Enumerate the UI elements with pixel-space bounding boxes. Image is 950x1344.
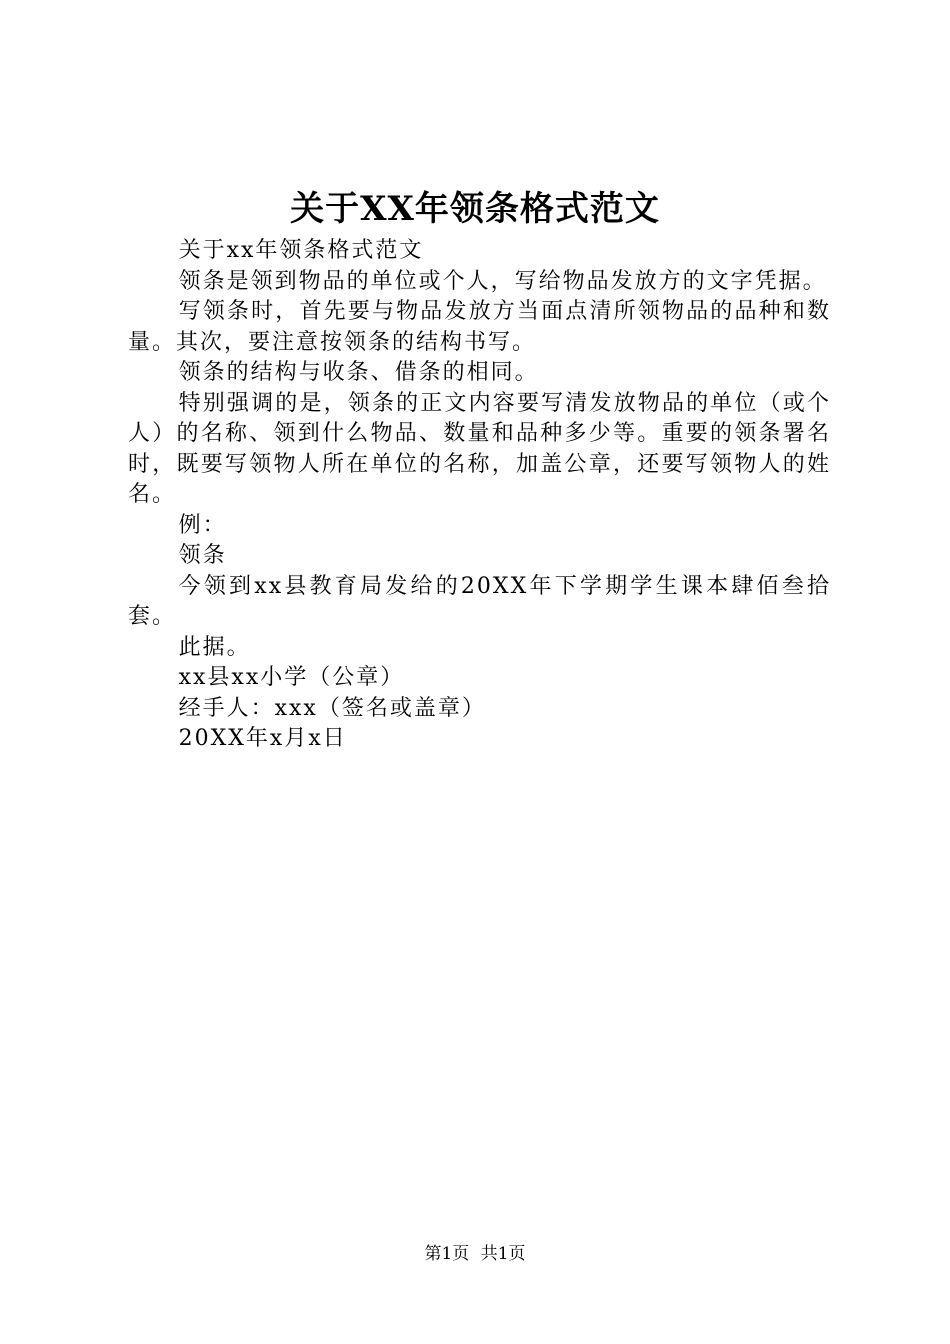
paragraph-definition: 领条是领到物品的单位或个人，写给物品发放方的文字凭据。 xyxy=(178,268,827,294)
page-footer: 第1页 共1页 xyxy=(424,1244,526,1264)
paragraph-example-unit: xx县xx小学（公章） xyxy=(178,665,405,690)
document-title: 关于XX年领条格式范文 xyxy=(290,189,660,229)
paragraph-writing-steps: 写领条时，首先要与物品发放方当面点清所领物品的品种和数量。其次，要注意按领条的结构书写。 xyxy=(128,299,831,355)
paragraph-example-handler: 经手人：xxx（签名或盖章） xyxy=(178,695,486,721)
paragraph-emphasis: 特别强调的是，领条的正文内容要写清发放物品的单位（或个人）的名称、领到什么物品、数量和品种多少等。重要的领条署名时，既要写领物人所在单位的名称，加盖公章，还要写领物人的姓名。 xyxy=(128,390,831,507)
document-body xyxy=(128,236,831,755)
paragraph-example-closing: 此据。 xyxy=(178,634,251,660)
paragraph-example-label: 例： xyxy=(178,512,227,538)
paragraph-heading: 关于xx年领条格式范文 xyxy=(178,238,424,263)
paragraph-example-date: 20XX年x月x日 xyxy=(178,726,347,751)
paragraph-example-title: 领条 xyxy=(178,543,227,568)
paragraph-structure: 领条的结构与收条、借条的相同。 xyxy=(178,360,539,385)
paragraph-example-content: 今领到xx县教育局发给的20XX年下学期学生课本肆佰叁拾套。 xyxy=(128,573,831,629)
